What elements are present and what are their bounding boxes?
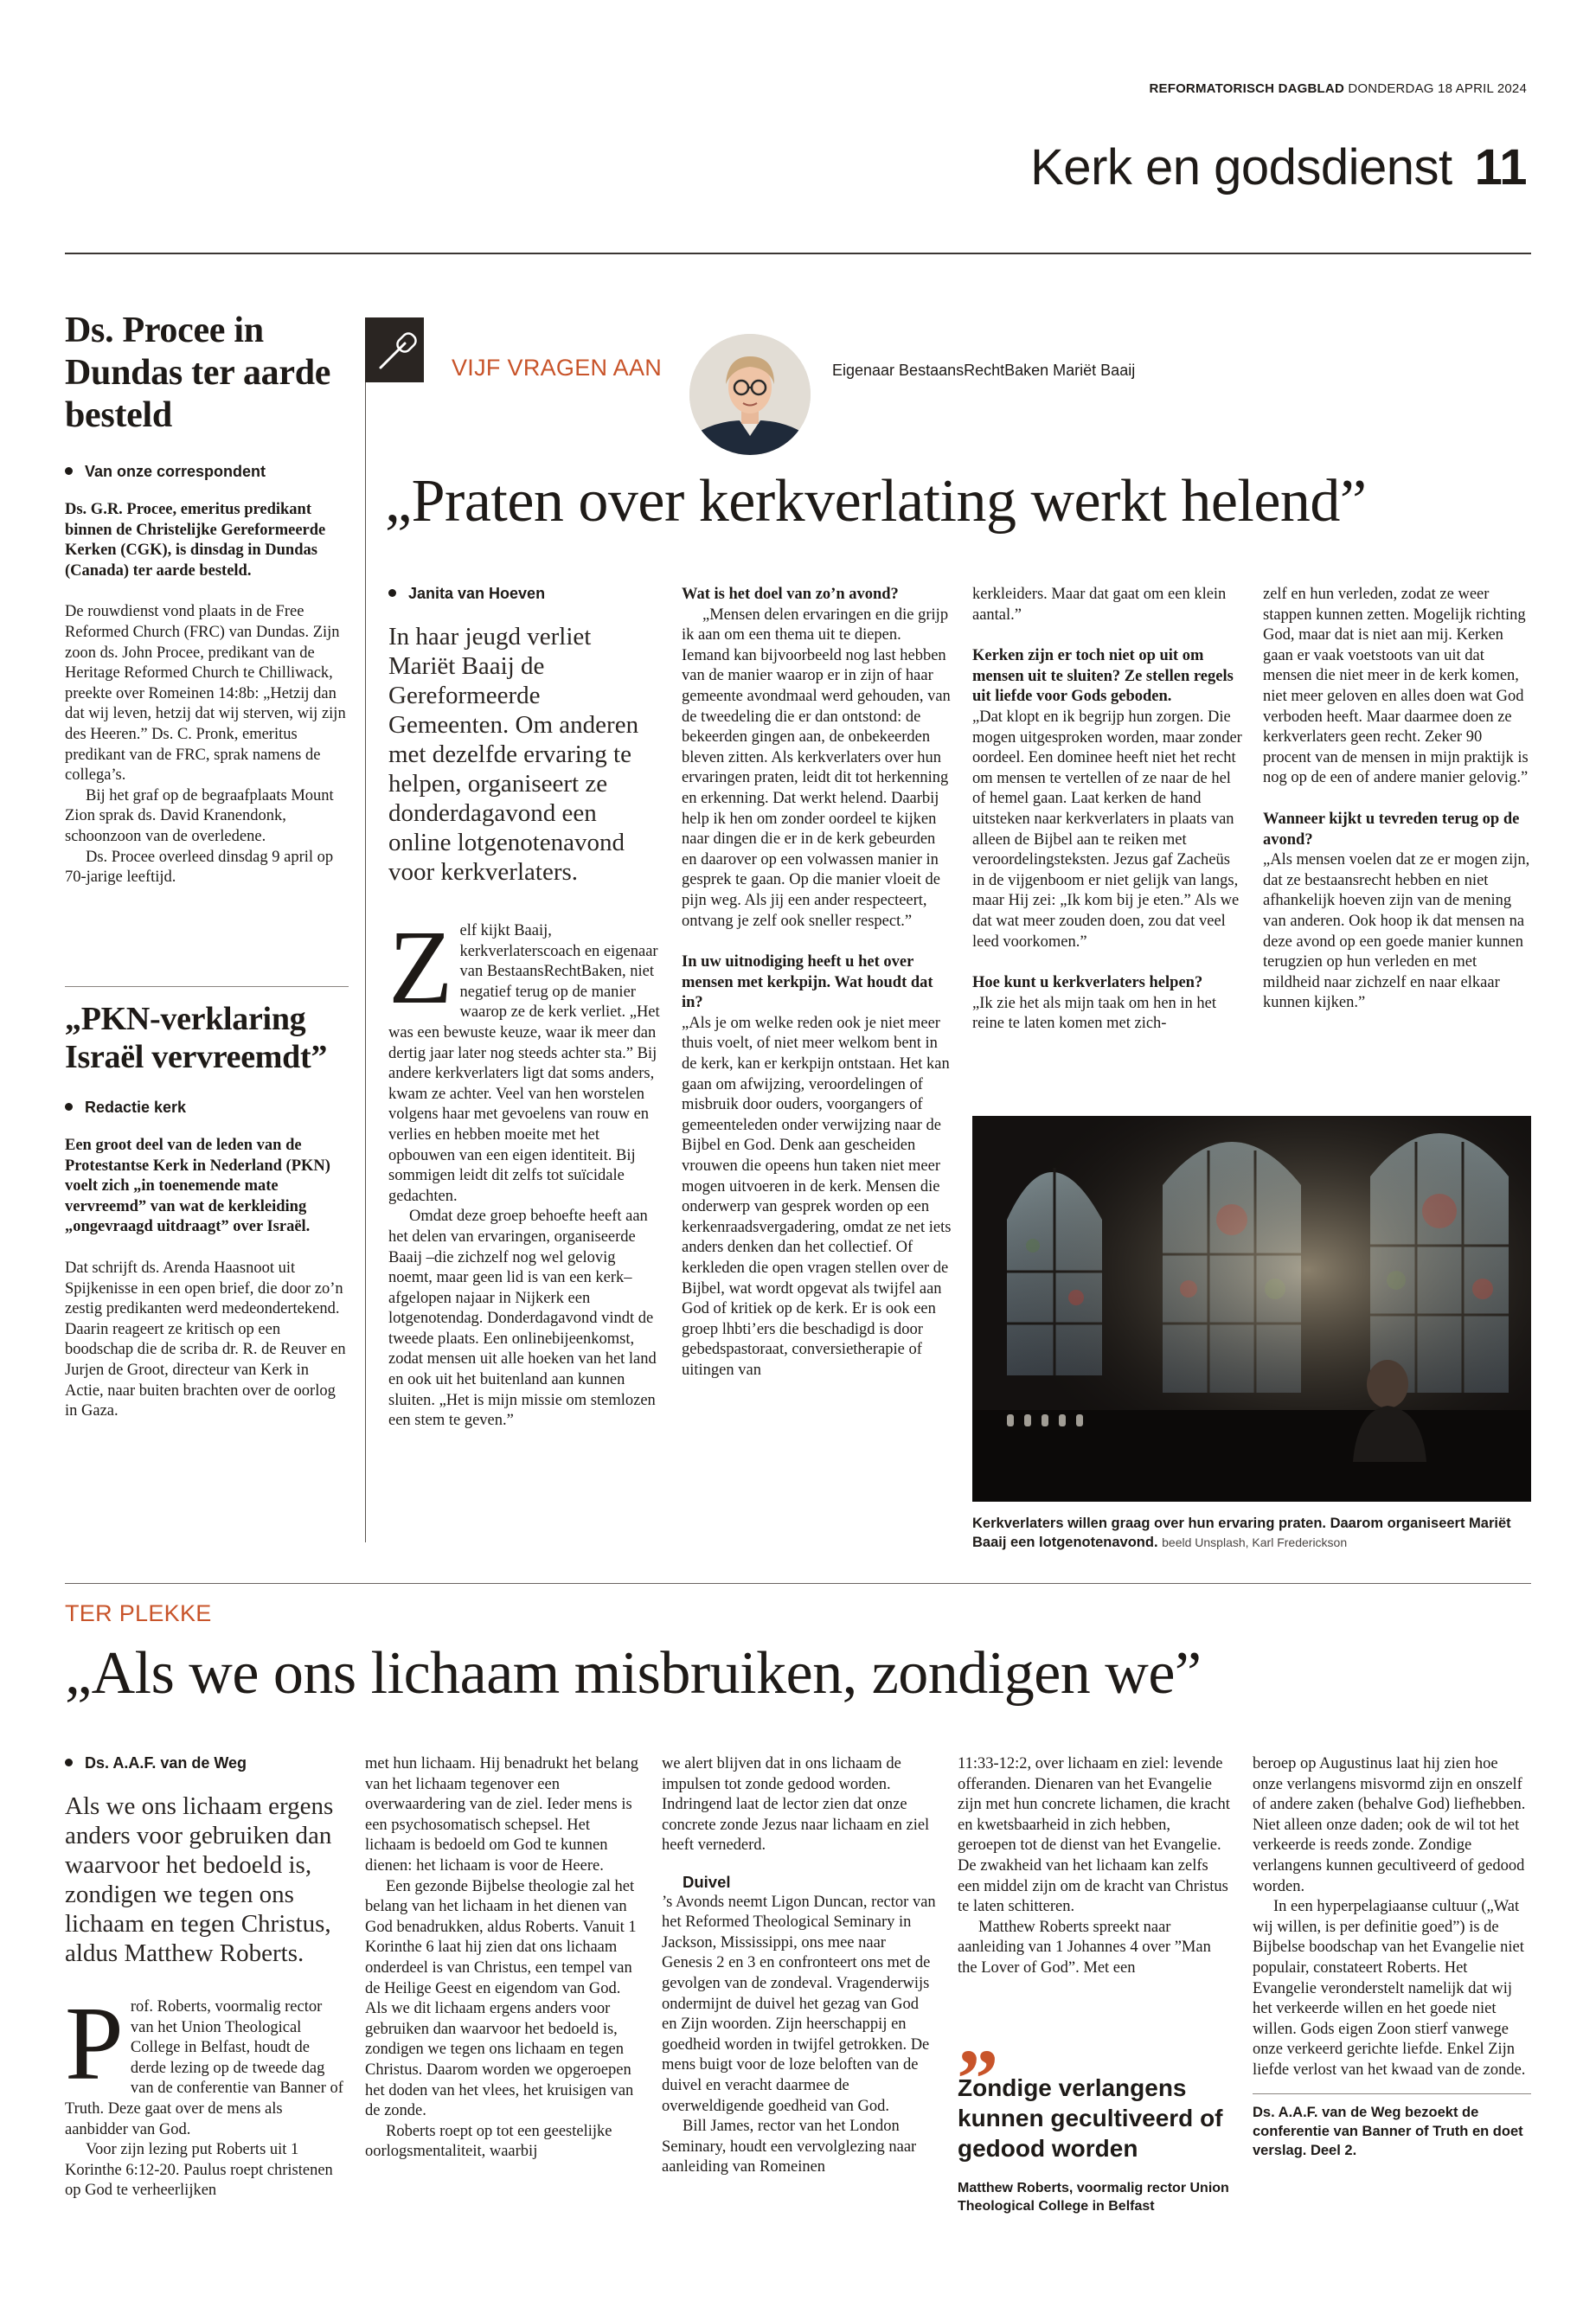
interview-body-2: Omdat deze groep behoefte heeft aan het delen van ervaringen, organiseerde Baaij –die zichzelf nog wel gelovig noemt, maar geen lid is van een kerk– afgelopen najaar in Nijkerk een lotgenotendag. Donderdagavond vindt de tweede plaats. Een onlinebijeenkomst, zodat mensen uit alle hoeken van het land en ook uit het buitenland aan kunnen sluiten. „Het is mijn missie om stemlozen een stem te geven.” [388,1208,657,1430]
bottom-body-5: Roberts roept op tot een geestelijke oorlogsmentaliteit, waarbij [365,2122,612,2161]
intro-procee: Ds. G.R. Procee, emeritus predikant binnen de Christelijke Gereformeerde Kerken (CGK), is dinsdag in Dundas (Canada) ter aarde besteld. [65,501,326,580]
interview-headline: „Praten over kerkverlating werkt helend” [385,468,1367,535]
body-procee-2: Bij het graf op de begraafplaats Mount Zion sprak ds. David Kranendonk, schoonzoon van de overledene. [65,786,334,845]
answer-4-cont: zelf en hun verleden, zodat ze weer stappen kunnen zetten. Mogelijk richting God, maar dat is niet aan mij. Kerken gaan er vaak voetstoots van uit dat mensen die niet meer in de kerk komen, niet meer geloven en alles doen wat God verboden heeft. Maar daarmee doen ze kerkverlaters geen recht. Zeker 90 procent van de mensen in mijn praktijk is nog op de een of andere manier gelovig.” [1263,586,1529,787]
interview-byline: Janita van Hoeven [388,585,661,603]
microphone-icon [365,317,424,382]
issue-date: DONDERDAG 18 APRIL 2024 [1348,81,1527,96]
interview-lead: In haar jeugd verliet Mariët Baaij de Gereformeerde Gemeenten. Om anderen met dezelfde ervaring te helpen, organiseert ze donderdagavond een online lotgenotenavond voor kerkverlaters. [388,623,639,886]
bottom-body-4: Een gezonde Bijbelse theologie zal het belang van het lichaam in het dienen van God benadrukken, aldus Roberts. Vanuit 1 Korinthe 6 laat hij zien dat ons lichaam onderdeel is van Christus, een tempel van de Heilige Geest en eigendom van God. Als we dit lichaam ergens anders voor gebruiken dan waarvoor het bedoeld is, zondigen we tegen ons lichaam en tegen Christus. Daarom worden we opgeroepen het doden van het vlees, het kruisigen van de zonde. [365,1877,637,2120]
question-1: Wat is het doel van zo’n avond? [682,586,899,603]
bottom-body-9: 11:33-12:2, over lichaam en ziel: levende offeranden. Dienaren van het Evangelie zijn met hun concrete lichamen, die kracht en kwetsbaarheid in zich hebben, geroepen tot de dienst van het Evangelie. De zwakheid van het lichaam kan zelfs een middel zijn om de kracht van Christus te laten schitteren. [958,1755,1230,1916]
article-procee [65,310,349,888]
bottom-col-1 [65,1754,349,2202]
church-photo [972,1116,1531,1502]
footnote-rule [1253,2093,1531,2094]
body-procee-3: Ds. Procee overleed dinsdag 9 april op 70-jarige leeftijd. [65,848,334,887]
interview-col-2 [682,585,952,1381]
footnote: Ds. A.A.F. van de Weg bezoekt de conferentie van Banner of Truth en doet verslag. Deel 2. [1253,2104,1523,2158]
bottom-body-2: Voor zijn lezing put Roberts uit 1 Korinthe 6:12-20. Paulus roept christenen op God te verheerlijken [65,2141,333,2200]
photo-caption [972,1514,1531,1552]
body-procee-1: De rouwdienst vond plaats in de Free Reformed Church (FRC) van Dundas. Zijn zoon ds. John Procee, predikant van de Heritage Reformed Church te Chilliwack, preekte over Romeinen 14:8b: „Hetzij dan dat wij leven, hetzij dat wij sterven, wij zijn des Heeren.” Ds. C. Pronk, emeritus predikant van de FRC, sprak namens de collega’s. [65,603,346,785]
section-title: Kerk en godsdienst [1030,139,1452,195]
headline-pkn: „PKN-verklaring Israël vervreemdt” [65,1001,328,1075]
answer-4: „Ik zie het als mijn taak om hen in het reine te laten komen met zich- [972,994,1217,1033]
caption-text: Kerkverlaters willen graag over hun ervaring praten. Daarom organiseert Mariët Baaij een lotgenotenavond. [972,1516,1511,1550]
pull-quote: Zondige verlangens kunnen gecultiveerd of gedood worden [958,2073,1223,2162]
bottom-lead: Als we ons lichaam ergens anders voor gebruiken dan waarvoor het bedoeld is, zondigen we tegen ons lichaam en tegen Christus, aldus Matthew Roberts. [65,1792,334,1967]
question-5: Wanneer kijkt u tevreden terug op de avond? [1263,810,1520,849]
bottom-headline: „Als we ons lichaam misbruiken, zondigen we” [65,1640,1202,1707]
bottom-body-3: met hun lichaam. Hij benadrukt het belang van het lichaam tegenover een overwaardering van de ziel. Ieder mens is een psychosomatisch schepsel. Het lichaam is bedoeld om God te kunnen dienen: het lichaam is voor de Heere. [365,1755,638,1875]
interview-col-1 [388,585,661,1432]
bottom-body-10: Matthew Roberts spreekt naar aanleiding van 1 Johannes 4 over ”Man the Lover of God”. Met een [958,1918,1211,1977]
masthead [1149,81,1527,96]
column-rule [365,317,366,1542]
answer-5: „Als mensen voelen dat ze er mogen zijn, dat ze bestaansrecht hebben en niet afhankelijk hoeven zijn van de mening van anderen. Ook hoop ik dat mensen na deze avond op een goede manier kunnen terugzien op hun verleden en met mildheid naar zichzelf en naar elkaar kunnen kijken.” [1263,851,1530,1012]
headline-procee: Ds. Procee in Dundas ter aarde besteld [65,311,331,435]
bottom-body-7: ’s Avonds neemt Ligon Duncan, rector van het Reformed Theological Seminary in Jackson, Mississippi, ons mee naar Genesis 2 en 3 en confronteert ons met de gevolgen van de zondeval. Vragenderwijs ondermijnt de duivel het gezag van God en Zijn woorden. Zijn heerschappij en goedheid worden in twijfel getrokken. De mens buigt voor de loze beloften van de duivel en veracht daarmee de overweldigende goedheid van God. [662,1893,936,2115]
bottom-col-5 [1253,1754,1531,2160]
subhead-duivel: Duivel [683,1872,731,1891]
body-pkn-1: Dat schrijft ds. Arenda Haasnoot uit Spijkenisse in een open brief, die door zo’n zestig predikanten werd medeondertekend. Daarin reageert ze kritisch op een boodschap die de scriba dr. R. de Reuver en Jurjen de Groot, directeur van Kerk in Actie, naar buiten brachten over de oorlog in Gaza. [65,1259,346,1420]
article-pkn [65,1000,349,1422]
byline-procee: Van onze correspondent [65,463,349,481]
portrait-avatar [689,334,811,455]
bottom-body-12: In een hyperpelagiaanse cultuur („Wat wij willen, is per definitie goed”) is de Bijbelse boodschap van het Evangelie niet populair, constateert Roberts. Het Evangelie veronderstelt namelijk dat wij het verkeerde willen en het goede niet willen. Gods eigen Zoon stierf vanwege onze verkeerd gerichte liefde. Enkel Zijn liefde verlost van het kwaad van de zonde. [1253,1898,1526,2079]
paper-name: REFORMATORISCH DAGBLAD [1149,81,1344,96]
question-4: Hoe kunt u kerkverlaters helpen? [972,974,1203,992]
photo-credit: beeld Unsplash, Karl Frederickson [1162,1535,1348,1549]
interview-body-1: elf kijkt Baaij, kerkverlaterscoach en eigenaar van BestaansRechtBaken, niet negatief terug op de manier waarop ze de kerk verliet. „Het was een bewuste keuze, waar ik meer dan dertig jaar later nog steeds achter sta.” Bij andere kerkverlaters ligt dat soms anders, kwam ze achter. Veel van hen worstelen volgens haar met gevoelens van rouw en verlies en hebben moeite met het opbouwen van een eigen identiteit. Bij sommigen leidt dit zelfs tot suïcidale gedachten. [388,922,660,1205]
bottom-body-11: beroep op Augustinus laat hij zien hoe onze verlangens misvormd zijn en onszelf of andere zaken (behalve God) liefhebben. Niet alleen onze daden; ook de wil tot het verkeerde is reeds zonde. Zondige verlangens kunnen gecultiveerd of gedood worden. [1253,1755,1526,1895]
bottom-body-8: Bill James, rector van het London Seminary, houdt een vervolglezing naar aanleiding van Romeinen [662,2118,917,2176]
divider-left [65,986,349,987]
interview-col-4 [1263,585,1531,1014]
dropcap-z: Z [388,909,453,1026]
dropcap-p: P [65,1985,124,2102]
answer-3: „Dat klopt en ik begrijp hun zorgen. Die mogen uitgesproken worden, maar zonder oordeel. Een dominee heeft niet het recht om mensen te vertellen of ze naar de hel of hemel gaan. Laat kerken de hand uitsteken naar kerkverlaters in plaats van alleen de Bijbel aan te reiken met veroordelingsteksten. Jezus gaf Zacheüs in de vijgenboom er niet gelijk van langs, maar Hij zei: „Ik kom bij je eten.” Als we dat wat meer zouden doen, zou dat veel leed voorkomen.” [972,708,1242,951]
bottom-col-4 [958,1754,1233,2215]
kicker-vijf-vragen: VIJF VRAGEN AAN [452,355,663,381]
bottom-body-1: rof. Roberts, voormalig rector van het Union Theological College in Belfast, houdt de derde lezing op de tweede dag van de conferentie van Banner of Truth. Deze gaat over de mens als aanbidder van God. [65,1998,343,2138]
question-3: Kerken zijn er toch niet op uit om mensen uit te sluiten? Ze stellen regels uit liefde voor Gods geboden. [972,647,1234,706]
answer-2: „Als je om welke reden ook je niet meer thuis voelt, of niet meer welkom bent in de kerk, kan er kerkpijn ontstaan. Het kan gaan om afwijzing, veroordelingen of misbruik door ouders, voorgangers of gemeenteleden onder verwijzing naar de Bijbel en God. Denk aan gescheiden vrouwen die opeens hun taken niet meer mogen uitvoeren in de kerk. Mensen die onderwerp van gesprek worden op een kerkenraadsvergadering, omdat ze net iets anders denken dan het collectief. Of kerkleden die open vragen stellen over de Bijbel, wat wordt opgevat als twijfel aan God of kritiek op de kerk. Er is ook een groep lhbti’ers die beschadigd is door gebedspastoraat, conversietherapie of uitingen van [682,1014,952,1379]
answer-2-cont: kerkleiders. Maar dat gaat om een klein aantal.” [972,586,1227,624]
bottom-byline: Ds. A.A.F. van de Weg [65,1754,349,1772]
interview-subject: Eigenaar BestaansRechtBaken Mariët Baaij [832,362,1136,379]
intro-pkn: Een groot deel van de leden van de Protestantse Kerk in Nederland (PKN) voelt zich „in toenemende mate vervreemd” van wat de kerkleiding „ongevraagd uitdraagt” over Israël. [65,1137,330,1236]
interview-col-3 [972,585,1246,1035]
pull-quote-source: Matthew Roberts, voormalig rector Union Theological College in Belfast [958,2180,1229,2214]
bottom-body-6: we alert blijven dat in ons lichaam de impulsen tot zonde gedood worden. Indringend laat de lector zien dat onze concrete zonde Jezus naar lichaam en ziel heeft vernederd. [662,1755,930,1855]
byline-pkn: Redactie kerk [65,1099,349,1117]
quote-mark-icon: „ [958,1988,999,2081]
answer-1: „Mensen delen ervaringen en die grijp ik aan om een thema uit te diepen. Iemand kan bijvoorbeeld nog last hebben van de manier waarop er in zijn of haar gemeente avondmaal werd gehouden, van de tweedeling die er dan ontstond: de bekeerden gingen aan, de onbekeerden bleven zitten. Als kerkverlaters over hun ervaringen praten, leidt dit tot herkenning en erkenning. Dat werkt helend. Daarbij help ik hen om zonder oordeel te kijken naar dingen die er in de kerk gebeurden en daarover op een volwassen manier in gesprek te gaan. Op die manier vloeit de pijn weg. Als jij een ander respecteert, ontvang je zelf ook sneller respect.” [682,606,951,930]
bottom-section-rule [65,1583,1531,1584]
header-rule [65,253,1531,254]
section-header [1030,138,1527,196]
question-2: In uw uitnodiging heeft u het over mensen met kerkpijn. Wat houdt dat in? [682,953,933,1012]
bottom-col-3 [662,1754,937,2178]
page-number: 11 [1474,139,1527,195]
bottom-col-2 [365,1754,640,2163]
kicker-ter-plekke: TER PLEKKE [65,1600,212,1626]
